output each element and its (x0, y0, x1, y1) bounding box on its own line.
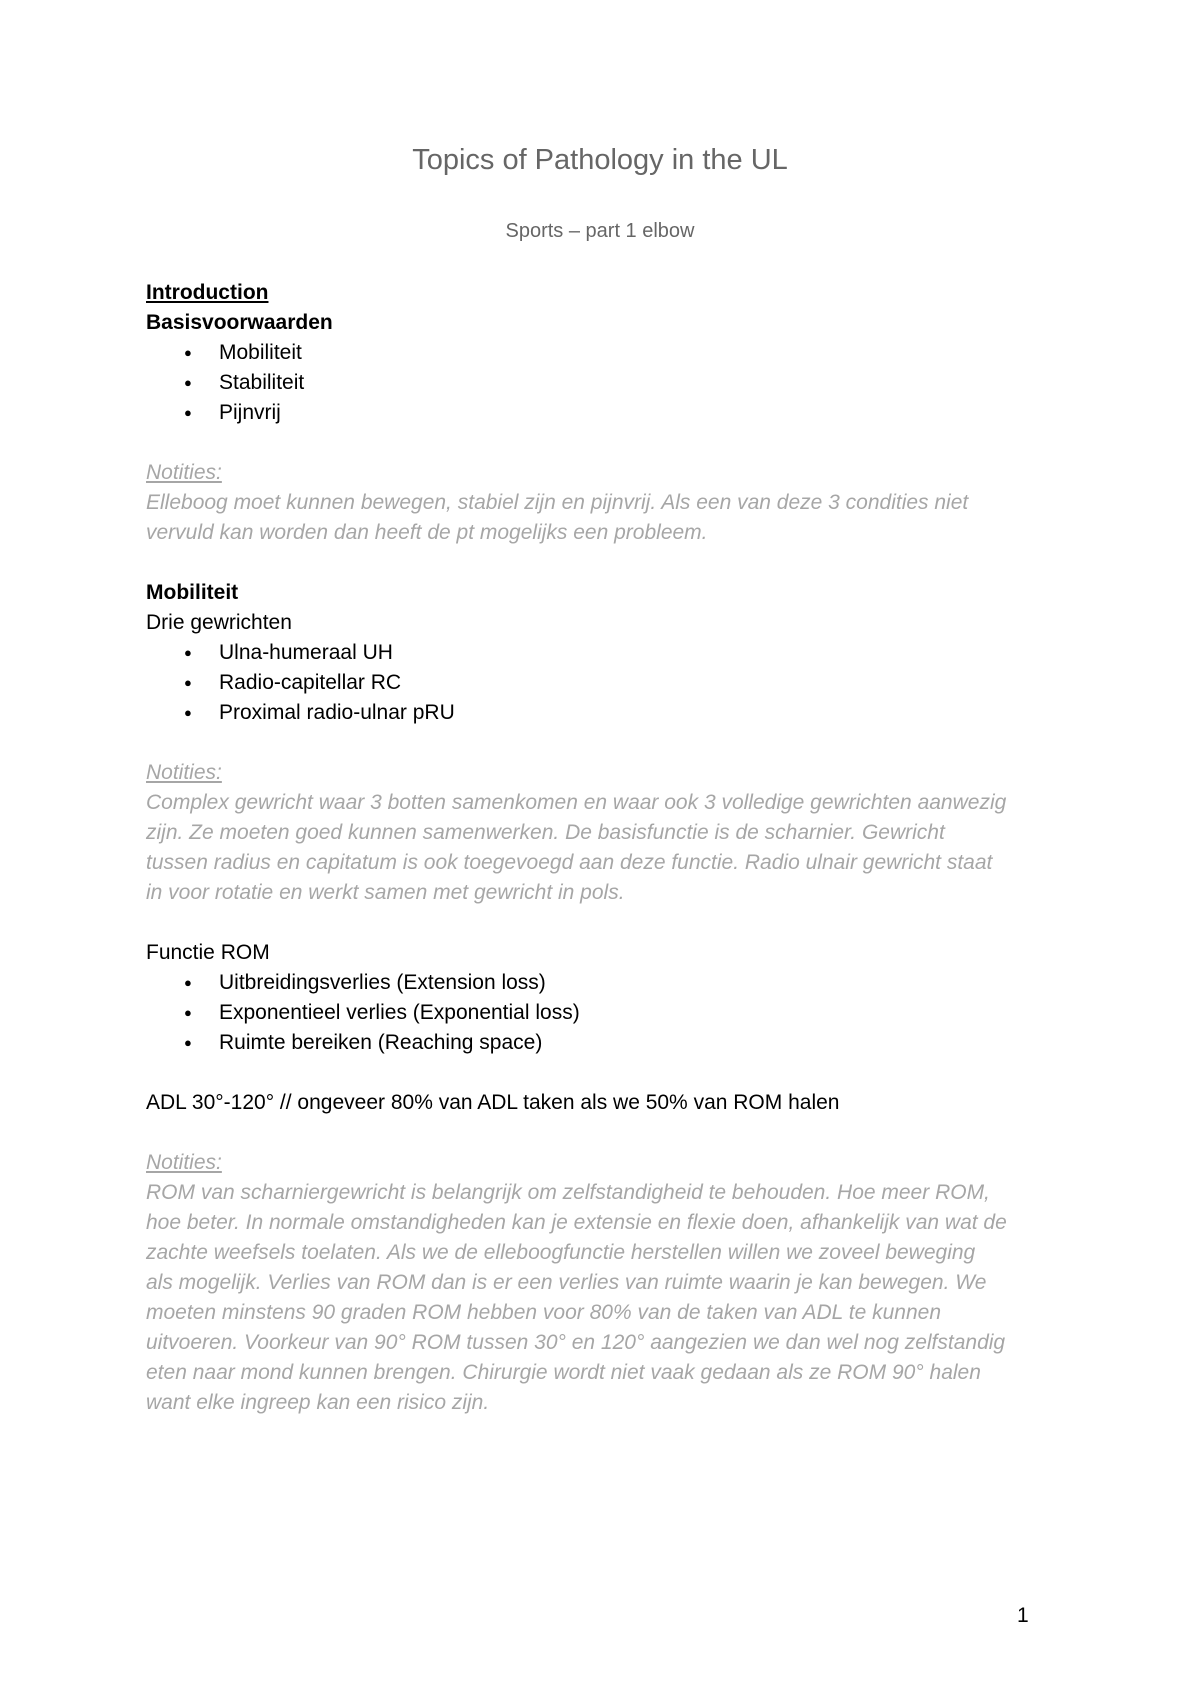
list-item: ● Ruimte bereiken (Reaching space) (146, 1028, 1066, 1058)
list-item: ● Mobiliteit (146, 338, 1066, 368)
basisvoorwaarden-heading: Basisvoorwaarden (146, 311, 333, 334)
notes-line: Complex gewricht waar 3 botten samenkomen en waar ook 3 volledige gewrichten aanwezig (146, 791, 1007, 814)
notes-line: uitvoeren. Voorkeur van 90° ROM tussen 30° en 120° aangezien we dan wel nog zelfstandig (146, 1331, 1006, 1354)
notes-line: want elke ingreep kan een risico zijn. (146, 1391, 490, 1414)
mobiliteit-heading: Mobiliteit (146, 581, 239, 604)
introduction-heading: Introduction (146, 281, 269, 304)
list-item: ● Ulna-humeraal UH (146, 638, 1066, 668)
document-title: Topics of Pathology in the UL (412, 144, 788, 176)
notes-line: tussen radius en capitatum is ook toegevoegd aan deze functie. Radio ulnair gewricht staat (146, 851, 993, 874)
functie-rom-heading: Functie ROM (146, 941, 270, 964)
notes-line: Elleboog moet kunnen bewegen, stabiel zijn en pijnvrij. Als een van deze 3 condities niet (146, 491, 969, 514)
notes-label: Notities: (146, 1151, 222, 1174)
notes-line: zachte weefsels toelaten. Als we de elleboogfunctie herstellen willen we zoveel beweging (146, 1241, 976, 1264)
notes-line: als mogelijk. Verlies van ROM dan is er een verlies van ruimte waarin je kan bewegen. We (146, 1271, 987, 1294)
adl-line: ADL 30°-120° // ongeveer 80% van ADL taken als we 50% van ROM halen (146, 1091, 840, 1114)
list-item: ● Pijnvrij (146, 398, 1066, 428)
notes-line: hoe beter. In normale omstandigheden kan je extensie en flexie doen, afhankelijk van wat de (146, 1211, 1007, 1234)
drie-gewrichten-label: Drie gewrichten (146, 611, 292, 634)
basisvoorwaarden-list (146, 338, 1066, 428)
notes-line: zijn. Ze moeten goed kunnen samenwerken. De basisfunctie is de scharnier. Gewricht (146, 821, 945, 844)
list-item: ● Exponentieel verlies (Exponential loss) (146, 998, 1066, 1028)
notes-line: eten naar mond kunnen brengen. Chirurgie wordt niet vaak gedaan als ze ROM 90° halen (146, 1361, 981, 1384)
notes-line: in voor rotatie en werkt samen met gewricht in pols. (146, 881, 625, 904)
document-body (146, 278, 1066, 1418)
notes-line: moeten minstens 90 graden ROM hebben voor 80% van de taken van ADL te kunnen (146, 1301, 942, 1324)
functie-rom-list (146, 968, 1066, 1058)
notes-line: ROM van scharniergewricht is belangrijk om zelfstandigheid te behouden. Hoe meer ROM, (146, 1181, 990, 1204)
document-subtitle: Sports – part 1 elbow (505, 220, 695, 242)
page-number: 1 (1017, 1604, 1029, 1627)
list-item: ● Uitbreidingsverlies (Extension loss) (146, 968, 1066, 998)
notes-line: vervuld kan worden dan heeft de pt mogelijks een probleem. (146, 521, 708, 544)
notes-label: Notities: (146, 461, 222, 484)
gewrichten-list (146, 638, 1066, 728)
list-item: ● Radio-capitellar RC (146, 668, 1066, 698)
list-item: ● Stabiliteit (146, 368, 1066, 398)
notes-label: Notities: (146, 761, 222, 784)
list-item: ● Proximal radio-ulnar pRU (146, 698, 1066, 728)
